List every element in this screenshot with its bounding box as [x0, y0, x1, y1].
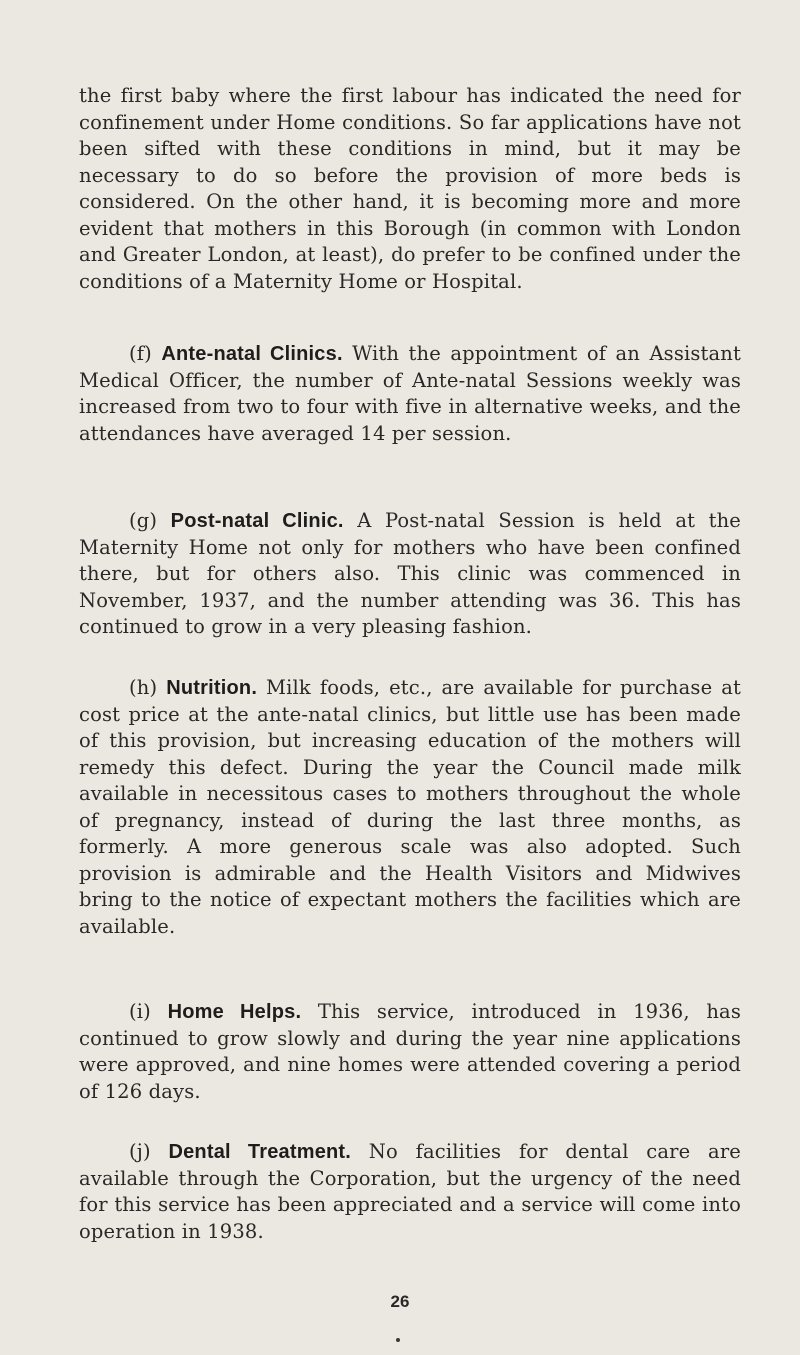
section-heading: Dental Treatment.: [168, 1141, 352, 1163]
section-letter: (i): [129, 1000, 151, 1023]
section-text: No facilities for dental care are available through the Corporation, but the urgency of the need for this service has been appreciated and a service will come into operation in 1938.: [79, 1140, 741, 1243]
section-letter: (h): [129, 676, 158, 699]
intro-text: the first baby where the first labour has indicated the need for confinement under Home conditions. So far applications have not been sifted with these conditions in mind, but it may be necessary to do so before the provision of more beds is considered. On the other hand, it is becoming more and more evident that mothers in this Borough (in common with London and Greater London, at least), do prefer to be confined under the conditions of a Maternity Home or Hospital.: [79, 84, 741, 293]
section-nutrition: [79, 675, 741, 940]
section-letter: (f): [129, 342, 152, 365]
section-text: With the appointment of an Assistant Medical Officer, the number of Ante-natal Sessions weekly was increased from two to four with five in alternative weeks, and the attendances have averaged 14 per session.: [79, 342, 741, 445]
section-heading: Nutrition.: [166, 677, 258, 699]
section-heading: Post-natal Clinic.: [170, 510, 344, 532]
section-letter: (j): [129, 1140, 151, 1163]
section-home-helps: [79, 999, 741, 1105]
section-dental-treatment: [79, 1139, 741, 1245]
page-number: 26: [390, 1292, 410, 1311]
section-ante-natal-clinics: [79, 341, 741, 447]
section-text: Milk foods, etc., are available for purchase at cost price at the ante-natal clinics, but little use has been made of this provision, but increasing education of the mothers will remedy this defect. During the year the Council made milk available in necessitous cases to mothers throughout the whole of pregnancy, instead of during the last three months, as formerly. A more generous scale was also adopted. Such provision is admirable and the Health Visitors and Midwives bring to the notice of expectant mothers the facilities which are available.: [79, 676, 741, 938]
section-heading: Ante-natal Clinics.: [161, 343, 343, 365]
section-text: This service, introduced in 1936, has continued to grow slowly and during the year nine applications were approved, and nine homes were attended covering a period of 126 days.: [79, 1000, 741, 1103]
section-heading: Home Helps.: [167, 1001, 302, 1023]
ink-dot: [396, 1338, 400, 1342]
section-post-natal-clinic: [79, 508, 741, 641]
intro-paragraph: [79, 83, 741, 295]
section-letter: (g): [129, 509, 158, 532]
section-text: A Post-natal Session is held at the Maternity Home not only for mothers who have been confined there, but for others also. This clinic was commenced in November, 1937, and the number attending was 36. This has continued to grow in a very pleasing fashion.: [79, 509, 741, 638]
